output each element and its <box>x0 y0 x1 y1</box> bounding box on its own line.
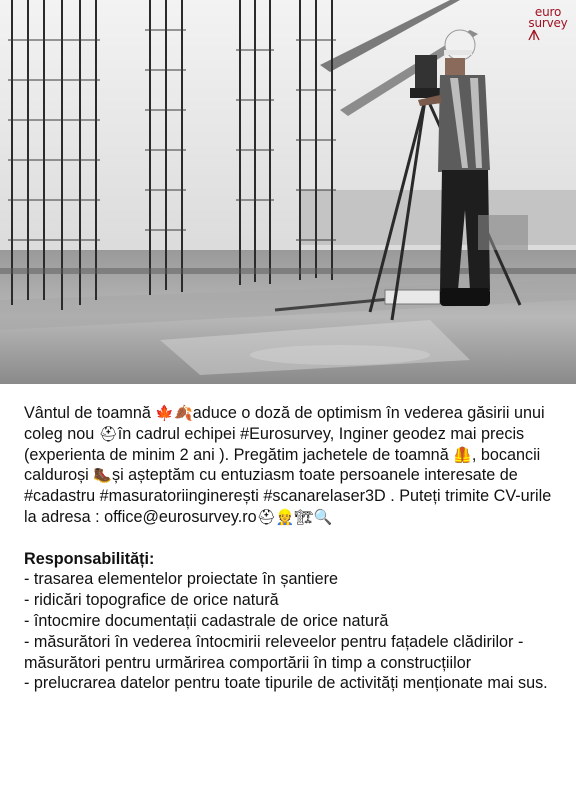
responsibility-item: - prelucrarea datelor pentru toate tipurile de activități menționate mai sus. <box>24 674 548 693</box>
responsibility-item: - ridicări topografice de orice natură <box>24 591 279 610</box>
intro-text-3: în cadrul echipei #Eurosurvey, Inginer geodez mai precis (experienta de minim 2 ani ). Pregătim jachetele de toamnă <box>24 424 525 464</box>
leaves-emoji: 🍁🍂 <box>155 404 193 422</box>
responsibility-item: - măsurători în vederea întocmirii releveelor pentru fațadele clădirilor - măsurători pentru urmărirea comportării în timp a construcțiilor <box>24 632 524 672</box>
intro-text-2: aduce o doză de optimism în vederea găsirii unui coleg nou <box>24 404 545 443</box>
helmet-emoji: ⛑ <box>98 424 118 443</box>
intro-text-4: , bocancii calduroși <box>24 445 541 485</box>
eurosurvey-logo <box>526 6 570 52</box>
responsibility-item: - trasarea elementelor proiectate în șantiere <box>24 570 339 589</box>
post-body <box>24 403 554 694</box>
vest-emoji: 🦺 <box>453 445 472 464</box>
post-intro <box>24 403 554 528</box>
boot-emoji: 🥾 <box>93 466 112 485</box>
logo-text-survey: survey <box>528 16 568 30</box>
responsibilities-title: Responsabilități: <box>24 549 155 568</box>
logo-text-euro: euro <box>534 5 562 19</box>
responsibilities-list <box>24 569 554 694</box>
surveyor-photo-illustration <box>0 0 576 384</box>
intro-text-1: Vântul de toamnă <box>24 404 156 422</box>
tripod-icon <box>526 29 542 41</box>
paragraph-gap <box>24 528 554 549</box>
trailing-emojis: ⛑👷🏗🔍 <box>256 507 333 526</box>
intro-text-5: și așteptăm cu entuziasm toate persoanele interesate de #cadastru #masuratoriinginerești #scanarelaser3D . Puteți trimite CV-urile la adresa : office@eurosurvey.ro <box>24 466 552 526</box>
responsibility-item: - întocmire documentații cadastrale de orice natură <box>24 611 389 630</box>
header-photo <box>0 0 576 384</box>
